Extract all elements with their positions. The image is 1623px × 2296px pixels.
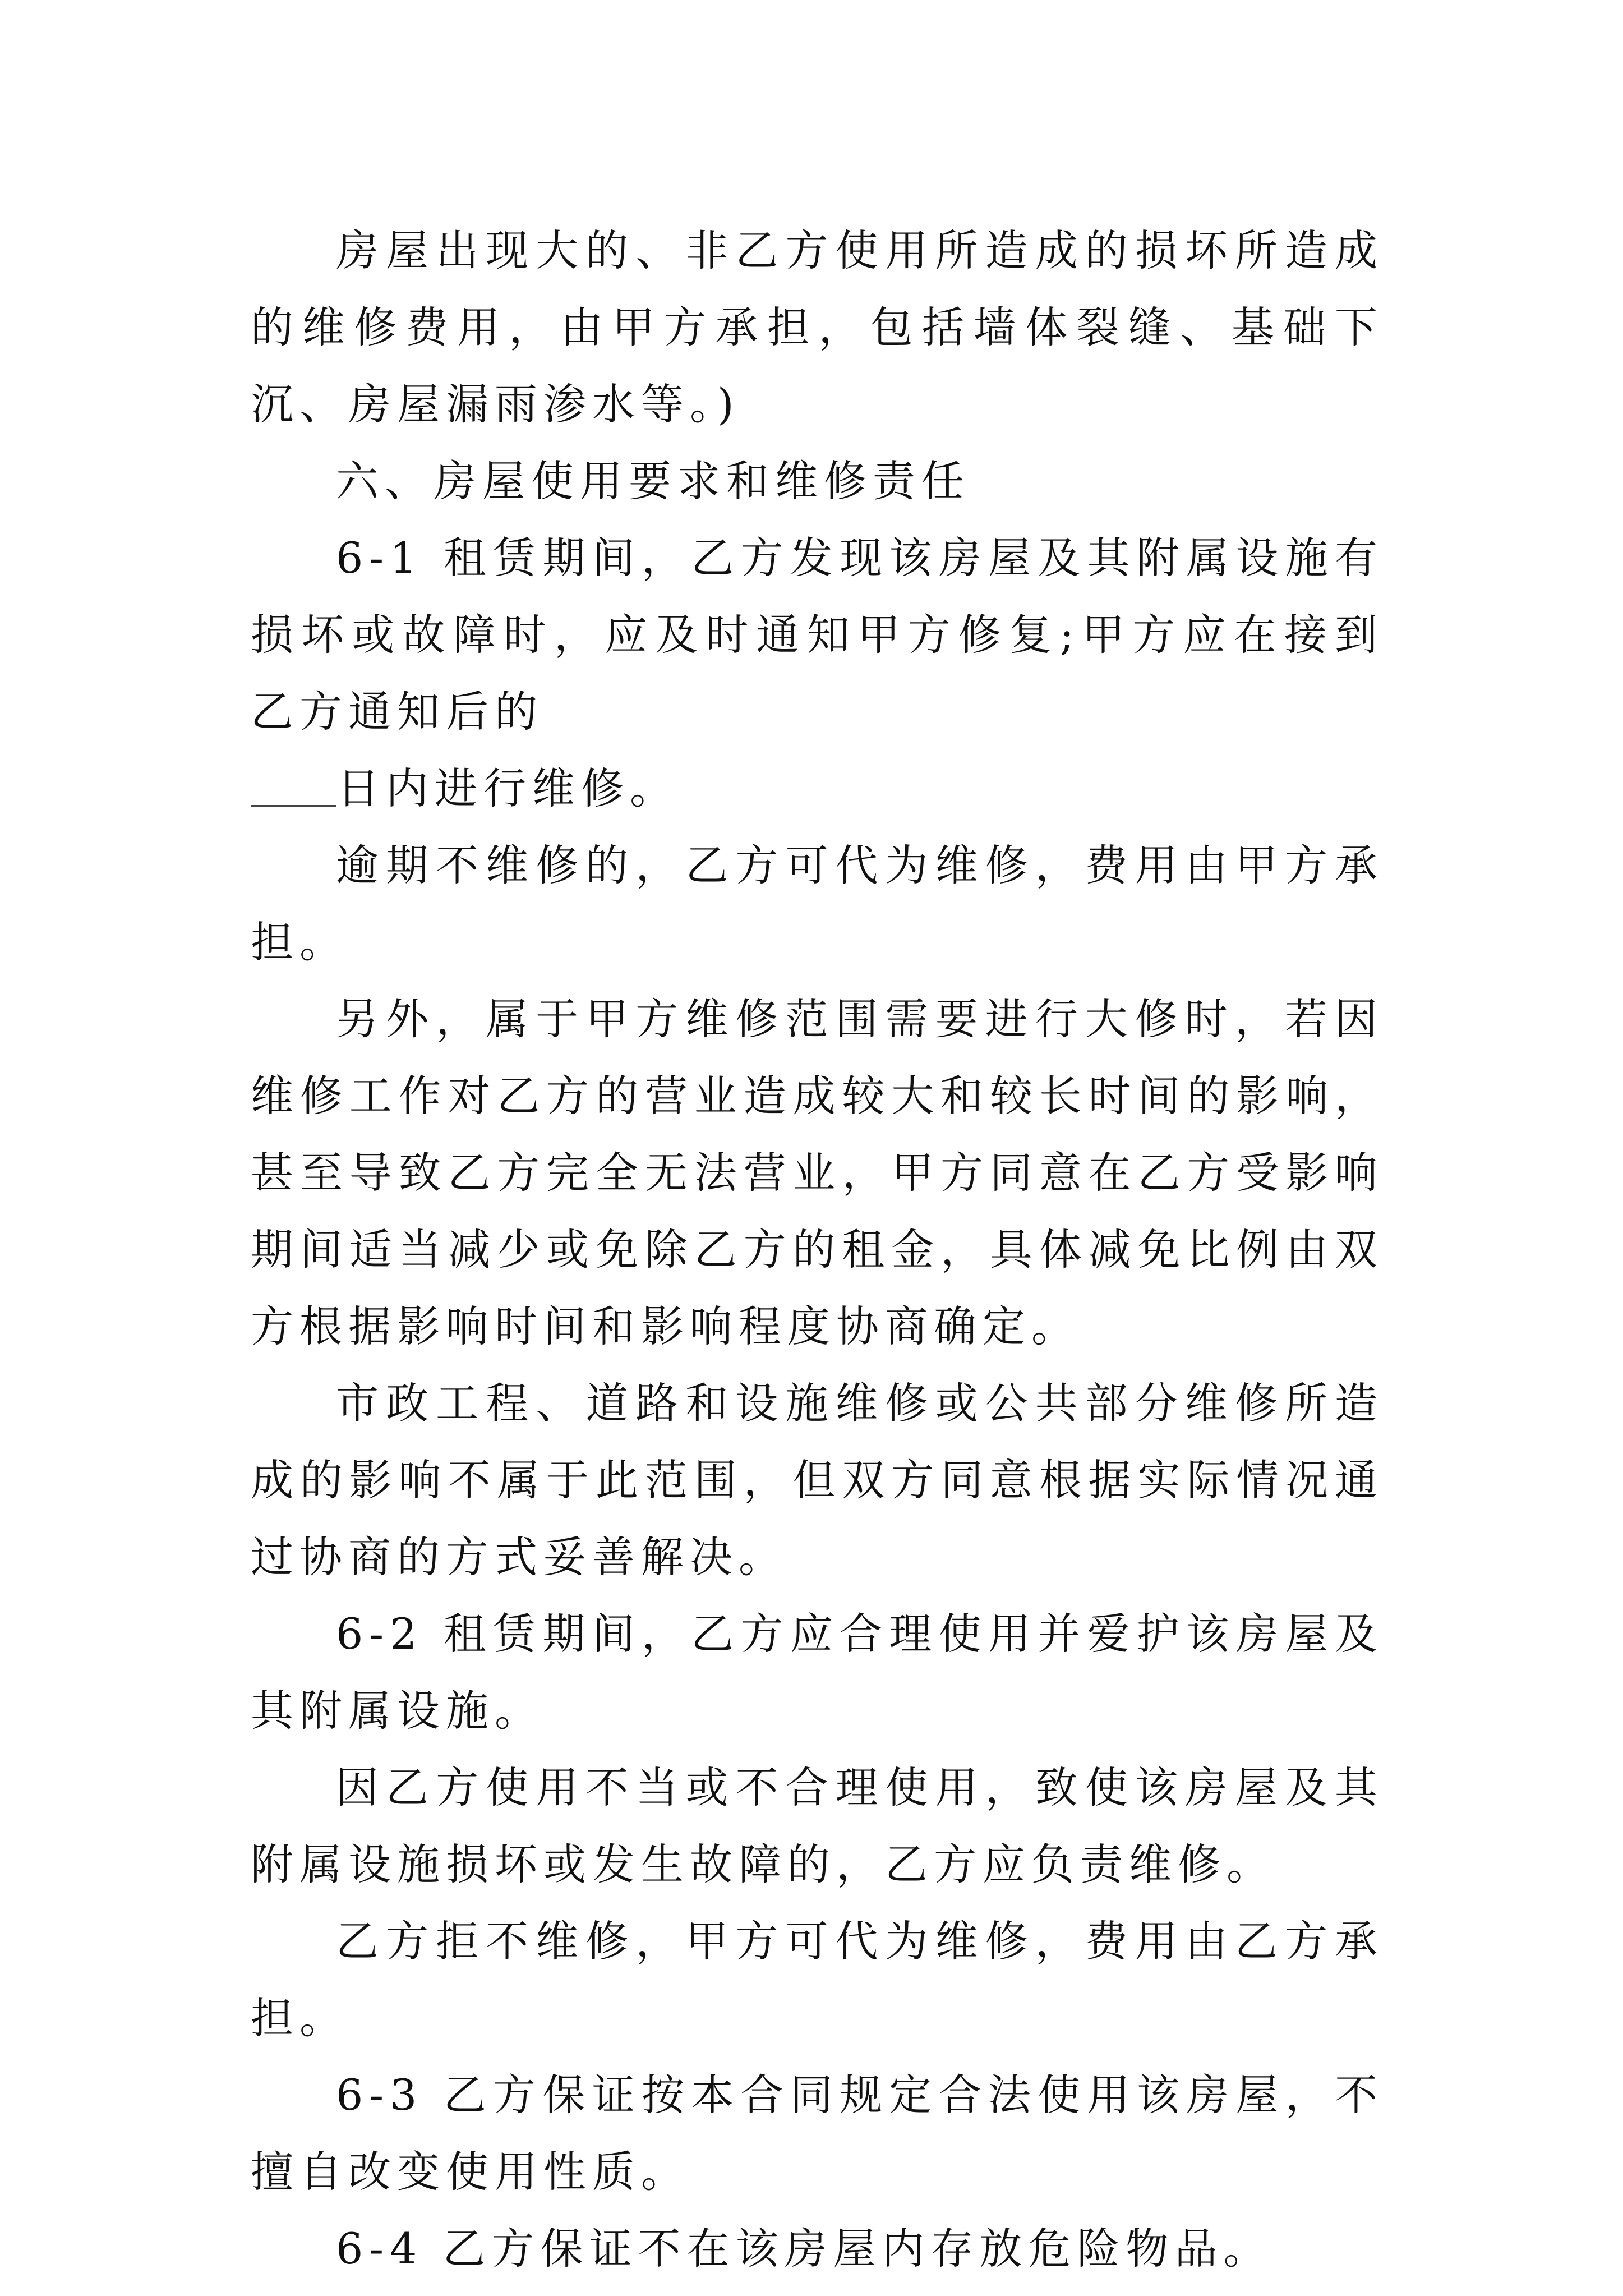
paragraph-repair-costs: 房屋出现大的、非乙方使用所造成的损坏所造成的维修费用，由甲方承担，包括墙体裂缝、基础下沉、房屋漏雨渗水等。) <box>251 226 1384 429</box>
clause-6-4: 6-4 乙方保证不在该房屋内存放危险物品。 <box>336 2224 1272 2274</box>
clause-6-1-suffix: 日内进行维修。 <box>337 763 679 813</box>
clause-6-2: 6-2 租赁期间，乙方应合理使用并爱护该房屋及其附属设施。 <box>251 1609 1384 1736</box>
paragraph-major-repair: 另外，属于甲方维修范围需要进行大修时，若因维修工作对乙方的营业造成较大和较长时间的影响，甚至导致乙方完全无法营业，甲方同意在乙方受影响期间适当减少或免除乙方的租金，具体减免比例由双方根据影响时间和影响程度协商确定。 <box>251 994 1384 1351</box>
clause-6-1-text: 6-1 租赁期间，乙方发现该房屋及其附属设施有损坏或故障时，应及时通知甲方修复;甲方应在接到乙方通知后的 <box>251 533 1384 737</box>
section-heading-usage-maintenance: 六、房屋使用要求和维修责任 <box>336 456 970 506</box>
paragraph-refuse-repair: 乙方拒不维修，甲方可代为维修，费用由乙方承担。 <box>251 1916 1384 2043</box>
paragraph-overdue-repair: 逾期不维修的，乙方可代为维修，费用由甲方承担。 <box>251 840 1384 967</box>
clause-6-1 <box>251 519 1384 827</box>
fill-in-blank-days <box>251 762 336 807</box>
document-body <box>251 212 1384 2287</box>
paragraph-municipal-works: 市政工程、道路和设施维修或公共部分维修所造成的影响不属于此范围，但双方同意根据实际情况通过协商的方式妥善解决。 <box>251 1378 1384 1582</box>
paragraph-improper-use: 因乙方使用不当或不合理使用，致使该房屋及其附属设施损坏或发生故障的，乙方应负责维修。 <box>251 1763 1384 1889</box>
clause-6-3: 6-3 乙方保证按本合同规定合法使用该房屋，不擅自改变使用性质。 <box>251 2070 1384 2197</box>
